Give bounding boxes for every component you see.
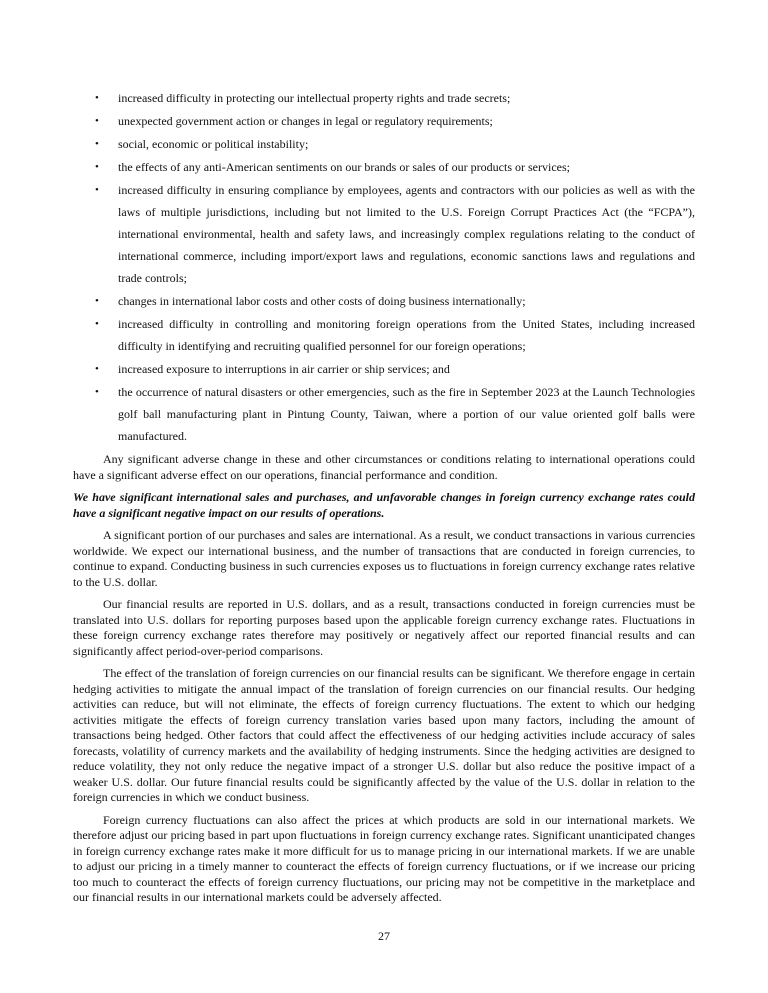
bullet-item <box>73 133 695 155</box>
bullet-icon: • <box>95 363 99 375</box>
bullet-text: the effects of any anti-American sentiments on our brands or sales of our products or services; <box>118 160 570 174</box>
body-paragraph: A significant portion of our purchases and sales are international. As a result, we conduct transactions in various currencies worldwide. We expect our international business, and the number of transactions that are conducted in foreign currencies, to continue to expand. Conducting business in such currencies exposes us to fluctuations in foreign currency exchange rates relative to the U.S. dollar. <box>73 528 695 589</box>
bullet-icon: • <box>95 115 99 127</box>
bullet-item <box>73 313 695 357</box>
bullet-text: the occurrence of natural disasters or other emergencies, such as the fire in September 2023 at the Launch Technologies golf ball manufacturing plant in Pintung County, Taiwan, where a portion of our value oriented golf balls were manufactured. <box>118 385 695 443</box>
summary-paragraph: Any significant adverse change in these and other circumstances or conditions relating to international operations could have a significant adverse effect on our operations, financial performance and condition. <box>73 452 695 482</box>
bullet-item <box>73 110 695 132</box>
bullet-icon: • <box>95 318 99 330</box>
bullet-icon: • <box>95 386 99 398</box>
body-paragraph: Our financial results are reported in U.S. dollars, and as a result, transactions conducted in foreign currencies must be translated into U.S. dollars for reporting purposes based upon the applicable foreign currency exchange rates. Fluctuations in these foreign currency exchange rates therefore may positively or negatively affect our reported financial results and can significantly affect period-over-period comparisons. <box>73 597 695 658</box>
bullet-text: social, economic or political instability; <box>118 137 309 151</box>
bullet-item <box>73 87 695 109</box>
body-paragraph: Foreign currency fluctuations can also affect the prices at which products are sold in our international markets. We therefore adjust our pricing based in part upon fluctuations in foreign currency exchange rates. Significant unanticipated changes in foreign currency exchange rates make it more difficult for us to manage pricing in our international markets. If we are unable to adjust our pricing in a timely manner to counteract the effects of foreign currency fluctuations, or if we increase our pricing too much to counteract the effects of foreign currency fluctuations, our pricing may not be competitive in the marketplace and our financial results in our international markets could be adversely affected. <box>73 812 695 904</box>
document-page <box>73 87 695 913</box>
bullet-item <box>73 156 695 178</box>
risk-factor-bullet-list <box>73 87 695 447</box>
bullet-icon: • <box>95 138 99 150</box>
body-paragraph: The effect of the translation of foreign currencies on our financial results can be significant. We therefore engage in certain hedging activities to mitigate the annual impact of the translation of foreign currencies on our financial results. Our hedging activities can reduce, but will not eliminate, the effects of foreign currency fluctuations. The extent to which our hedging activities mitigate the effects of foreign currency translation varies based upon many factors, including the amount of transactions being hedged. Other factors that could affect the effectiveness of our hedging activities include accuracy of sales forecasts, volatility of currency markets and the availability of hedging instruments. Since the hedging activities are designed to reduce volatility, they not only reduce the negative impact of a stronger U.S. dollar but also reduce the positive impact of a weaker U.S. dollar. Our future financial results could be significantly affected by the value of the U.S. dollar in relation to the foreign currencies in which we conduct business. <box>73 666 695 804</box>
bullet-icon: • <box>95 161 99 173</box>
section-heading: We have significant international sales and purchases, and unfavorable changes in foreign currency exchange rates could have a significant negative impact on our results of operations. <box>73 490 695 520</box>
bullet-item <box>73 381 695 447</box>
bullet-icon: • <box>95 295 99 307</box>
bullet-item <box>73 290 695 312</box>
bullet-text: unexpected government action or changes in legal or regulatory requirements; <box>118 114 493 128</box>
bullet-icon: • <box>95 184 99 196</box>
bullet-item <box>73 358 695 380</box>
page-number: 27 <box>378 929 390 943</box>
bullet-text: increased difficulty in ensuring compliance by employees, agents and contractors with our policies as well as with the laws of multiple jurisdictions, including but not limited to the U.S. Foreign Corrupt Practices Act (the “FCPA”), international environmental, health and safety laws, and increasingly complex regulations relating to the conduct of international commerce, including import/export laws and regulations, economic sanctions laws and regulations and trade controls; <box>118 183 695 285</box>
bullet-text: changes in international labor costs and other costs of doing business internationally; <box>118 294 526 308</box>
bullet-item <box>73 179 695 289</box>
bullet-text: increased difficulty in controlling and monitoring foreign operations from the United States, including increased difficulty in identifying and recruiting qualified personnel for our foreign operations; <box>118 317 695 353</box>
bullet-icon: • <box>95 92 99 104</box>
bullet-text: increased difficulty in protecting our intellectual property rights and trade secrets; <box>118 91 511 105</box>
bullet-text: increased exposure to interruptions in air carrier or ship services; and <box>118 362 450 376</box>
